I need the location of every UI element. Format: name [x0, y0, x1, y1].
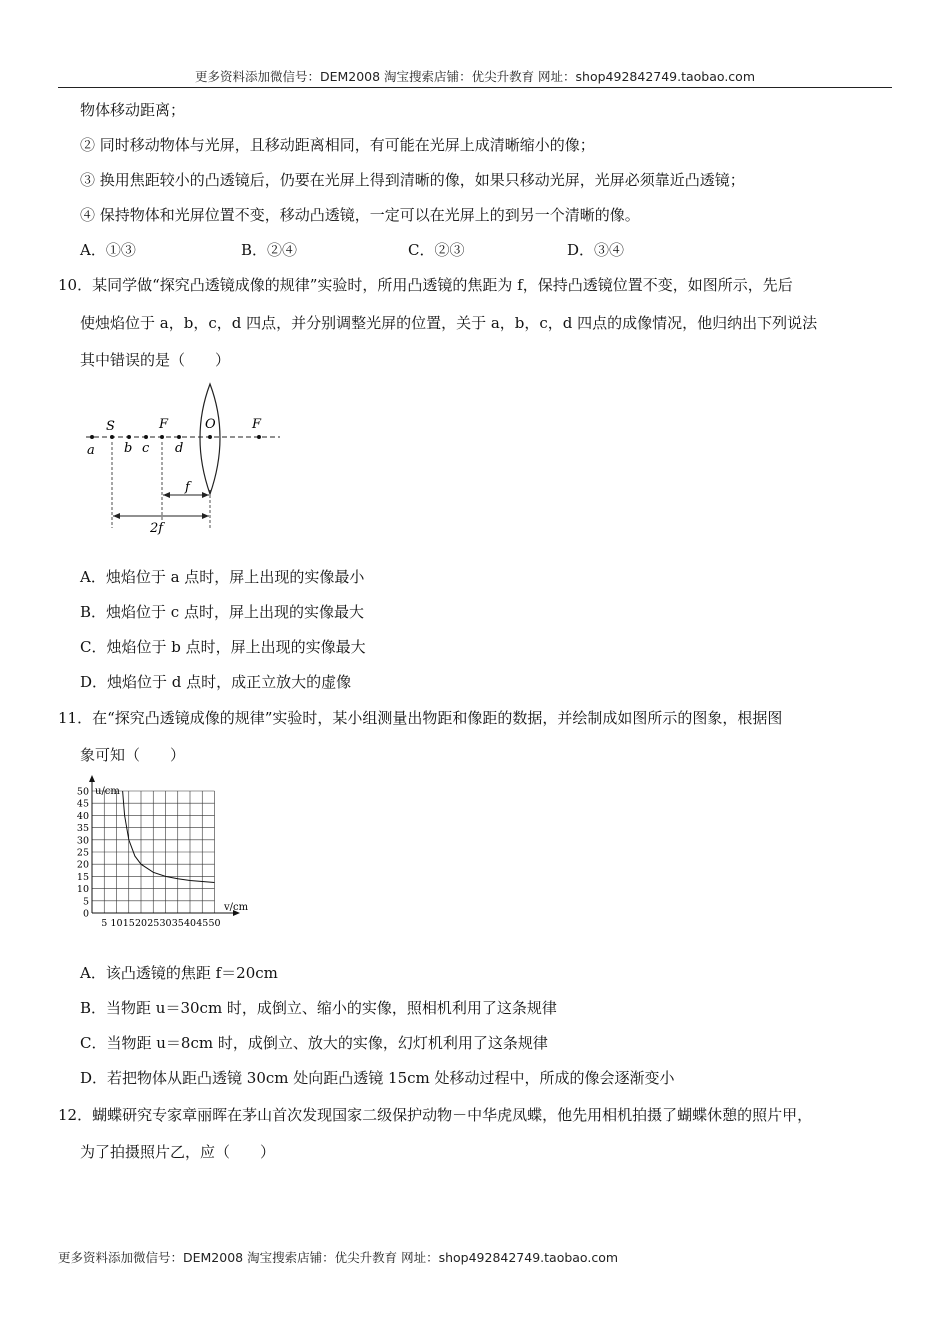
x-axis-label: v/cm [224, 902, 249, 913]
q9-line1: 物体移动距离； [80, 101, 186, 119]
q9-option-a[interactable]: A．①③ [80, 241, 136, 259]
label-c: c [142, 441, 150, 456]
q10-option-b[interactable]: B．烛焰位于 c 点时，屏上出现的实像最大 [80, 603, 364, 621]
y-tick-label: 35 [76, 823, 89, 835]
header-divider [58, 87, 892, 88]
y-tick-label: 45 [76, 798, 89, 810]
q11-option-c[interactable]: C．当物距 u＝8cm 时，成倒立、放大的实像，幻灯机利用了这条规律 [80, 1034, 548, 1052]
y-tick-label: 50 [76, 786, 89, 798]
label-a: a [87, 443, 95, 458]
y-axis-label: u/cm [95, 786, 120, 797]
q12-line2: 为了拍摄照片乙，应（ ） [80, 1143, 276, 1161]
q12-line1: 12．蝴蝶研究专家章丽晖在茅山首次发现国家二级保护动物－中华虎凤蝶，他先用相机拍摄了蝴蝶休憩的照片甲， [58, 1106, 813, 1124]
page-header: 更多资料添加微信号：DEM2008 淘宝搜索店铺：优尖升教育 网址：shop492842749.taobao.com [194, 69, 756, 84]
label-f-left: F [159, 417, 169, 432]
q10-option-a[interactable]: A．烛焰位于 a 点时，屏上出现的实像最小 [80, 568, 365, 586]
q11-option-a[interactable]: A．该凸透镜的焦距 f＝20cm [80, 964, 278, 982]
x-tick-label: 30 [159, 918, 172, 929]
label-focal-f: f [185, 480, 190, 495]
x-tick-label: 5 [101, 918, 108, 929]
y-tick-label: 40 [76, 810, 89, 822]
y-tick-label: 0 [82, 908, 89, 920]
x-tick-label: 25 [147, 918, 160, 929]
y-tick-label: 5 [82, 896, 89, 908]
q11-line1: 11．在“探究凸透镜成像的规律”实验时，某小组测量出物距和像距的数据，并绘制成如图所示的图象，根据图 [58, 709, 783, 727]
q11-line2: 象可知（ ） [80, 746, 186, 764]
uv-curve [123, 791, 215, 883]
q11-uv-chart [70, 772, 255, 937]
y-tick-label: 30 [76, 835, 89, 847]
q11-option-d[interactable]: D．若把物体从距凸透镜 30cm 处向距凸透镜 15cm 处移动过程中，所成的像会逐渐变小 [80, 1069, 675, 1087]
q10-line2: 使烛焰位于 a，b，c，d 四点，并分别调整光屏的位置，关于 a，b，c，d 四点的成像情况，他归纳出下列说法 [80, 314, 818, 332]
label-s: S [106, 419, 115, 434]
q9-option-c[interactable]: C．②③ [408, 241, 465, 259]
q11-option-b[interactable]: B．当物距 u＝30cm 时，成倒立、缩小的实像，照相机利用了这条规律 [80, 999, 557, 1017]
y-tick-label: 15 [76, 871, 89, 883]
x-tick-label: 35 [171, 918, 184, 929]
page-footer: 更多资料添加微信号：DEM2008 淘宝搜索店铺：优尖升教育 网址：shop492842749.taobao.com [58, 1250, 619, 1265]
q10-option-c[interactable]: C．烛焰位于 b 点时，屏上出现的实像最大 [80, 638, 366, 656]
q9-statement-4: ④ 保持物体和光屏位置不变，移动凸透镜，一定可以在光屏上的到另一个清晰的像。 [80, 206, 640, 224]
y-tick-label: 25 [76, 847, 89, 859]
label-o: O [205, 417, 216, 432]
label-2f: 2f [150, 521, 164, 536]
q10-line3: 其中错误的是（ ） [80, 351, 231, 369]
q9-option-d[interactable]: D．③④ [567, 241, 625, 259]
label-b: b [124, 441, 133, 456]
x-tick-label: 40 [183, 918, 197, 929]
q9-statement-3: ③ 换用焦距较小的凸透镜后，仍要在光屏上得到清晰的像，如果只移动光屏，光屏必须靠近凸透镜； [80, 171, 745, 189]
x-tick-label: 15 [122, 918, 135, 929]
q9-option-b[interactable]: B．②④ [241, 241, 298, 259]
q10-option-d[interactable]: D．烛焰位于 d 点时，成正立放大的虚像 [80, 673, 352, 691]
x-tick-label: 45 [196, 918, 209, 929]
x-tick-label: 20 [134, 918, 148, 929]
y-tick-label: 20 [76, 859, 89, 871]
x-tick-label: 50 [208, 918, 221, 929]
q10-lens-figure [84, 380, 294, 540]
q9-statement-2: ② 同时移动物体与光屏，且移动距离相同，有可能在光屏上成清晰缩小的像； [80, 136, 595, 154]
label-d: d [175, 441, 184, 456]
x-tick-label: 10 [110, 918, 123, 929]
y-tick-label: 10 [76, 884, 89, 896]
label-f-right: F [252, 417, 262, 432]
q10-line1: 10．某同学做“探究凸透镜成像的规律”实验时，所用凸透镜的焦距为 f，保持凸透镜位置不变，如图所示，先后 [58, 276, 793, 294]
